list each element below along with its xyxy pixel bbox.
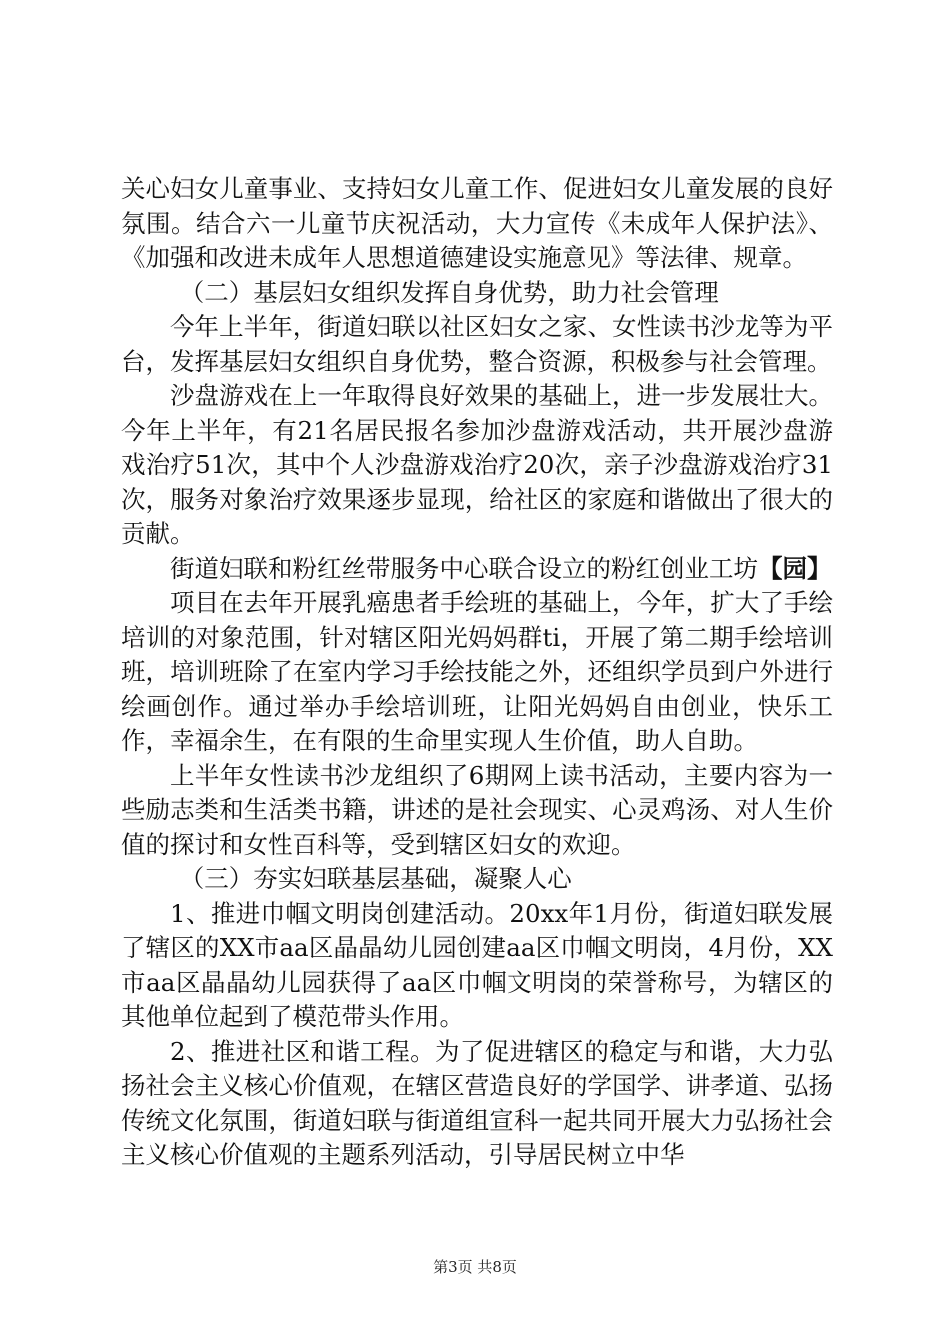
paragraph: 沙盘游戏在上一年取得良好效果的基础上，进一步发展壮大。今年上半年，有21名居民报名参加沙盘游戏活动，共开展沙盘游戏治疗51次，其中个人沙盘游戏治疗20次，亲子沙盘游戏治疗31次，服务对象治疗效果逐步显现，给社区的家庭和谐做出了很大的贡献。: [121, 381, 833, 548]
document-body: [121, 172, 833, 1173]
paragraph-text: 街道妇联和粉红丝带服务中心联合设立的粉红创业工坊: [170, 553, 758, 583]
section-heading-2: （二）基层妇女组织发挥自身优势，助力社会管理: [179, 277, 719, 307]
page-number-footer: 第3页 共8页: [433, 1258, 517, 1276]
paragraph-with-bracket: [121, 552, 833, 587]
paragraph: 今年上半年，街道妇联以社区妇女之家、女性读书沙龙等为平台，发挥基层妇女组织自身优势，整合资源，积极参与社会管理。: [121, 312, 833, 376]
paragraph: 2、推进社区和谐工程。为了促进辖区的稳定与和谐，大力弘扬社会主义核心价值观，在辖区营造良好的学国学、讲孝道、弘扬传统文化氛围，街道妇联与街道组宣科一起共同开展大力弘扬社会主义核心价值观的主题系列活动，引导居民树立中华: [121, 1036, 833, 1169]
paragraph: 项目在去年开展乳癌患者手绘班的基础上，今年，扩大了手绘培训的对象范围，针对辖区阳光妈妈群ti，开展了第二期手绘培训班，培训班除了在室内学习手绘技能之外，还组织学员到户外进行绘画创作。通过举办手绘培训班，让阳光妈妈自由创业，快乐工作，幸福余生，在有限的生命里实现人生价值，助人自助。: [121, 588, 833, 755]
paragraph-continuation: 关心妇女儿童事业、支持妇女儿童工作、促进妇女儿童发展的良好氛围。结合六一儿童节庆祝活动，大力宣传《未成年人保护法》、《加强和改进未成年人思想道德建设实施意见》等法律、规章。: [121, 174, 833, 272]
section-heading-3: （三）夯实妇联基层基础，凝聚人心: [179, 864, 572, 893]
paragraph: 上半年女性读书沙龙组织了6期网上读书活动，主要内容为一些励志类和生活类书籍，讲述的是社会现实、心灵鸡汤、对人生价值的探讨和女性百科等，受到辖区妇女的欢迎。: [121, 760, 833, 859]
bracket-label: 【园】: [758, 553, 832, 583]
paragraph: 1、推进巾帼文明岗创建活动。20xx年1月份，街道妇联发展了辖区的XX市aa区晶晶幼儿园创建aa区巾帼文明岗，4月份，XX市aa区晶晶幼儿园获得了aa区巾帼文明岗的荣誉称号，为辖区的其他单位起到了模范带头作用。: [121, 898, 833, 1031]
